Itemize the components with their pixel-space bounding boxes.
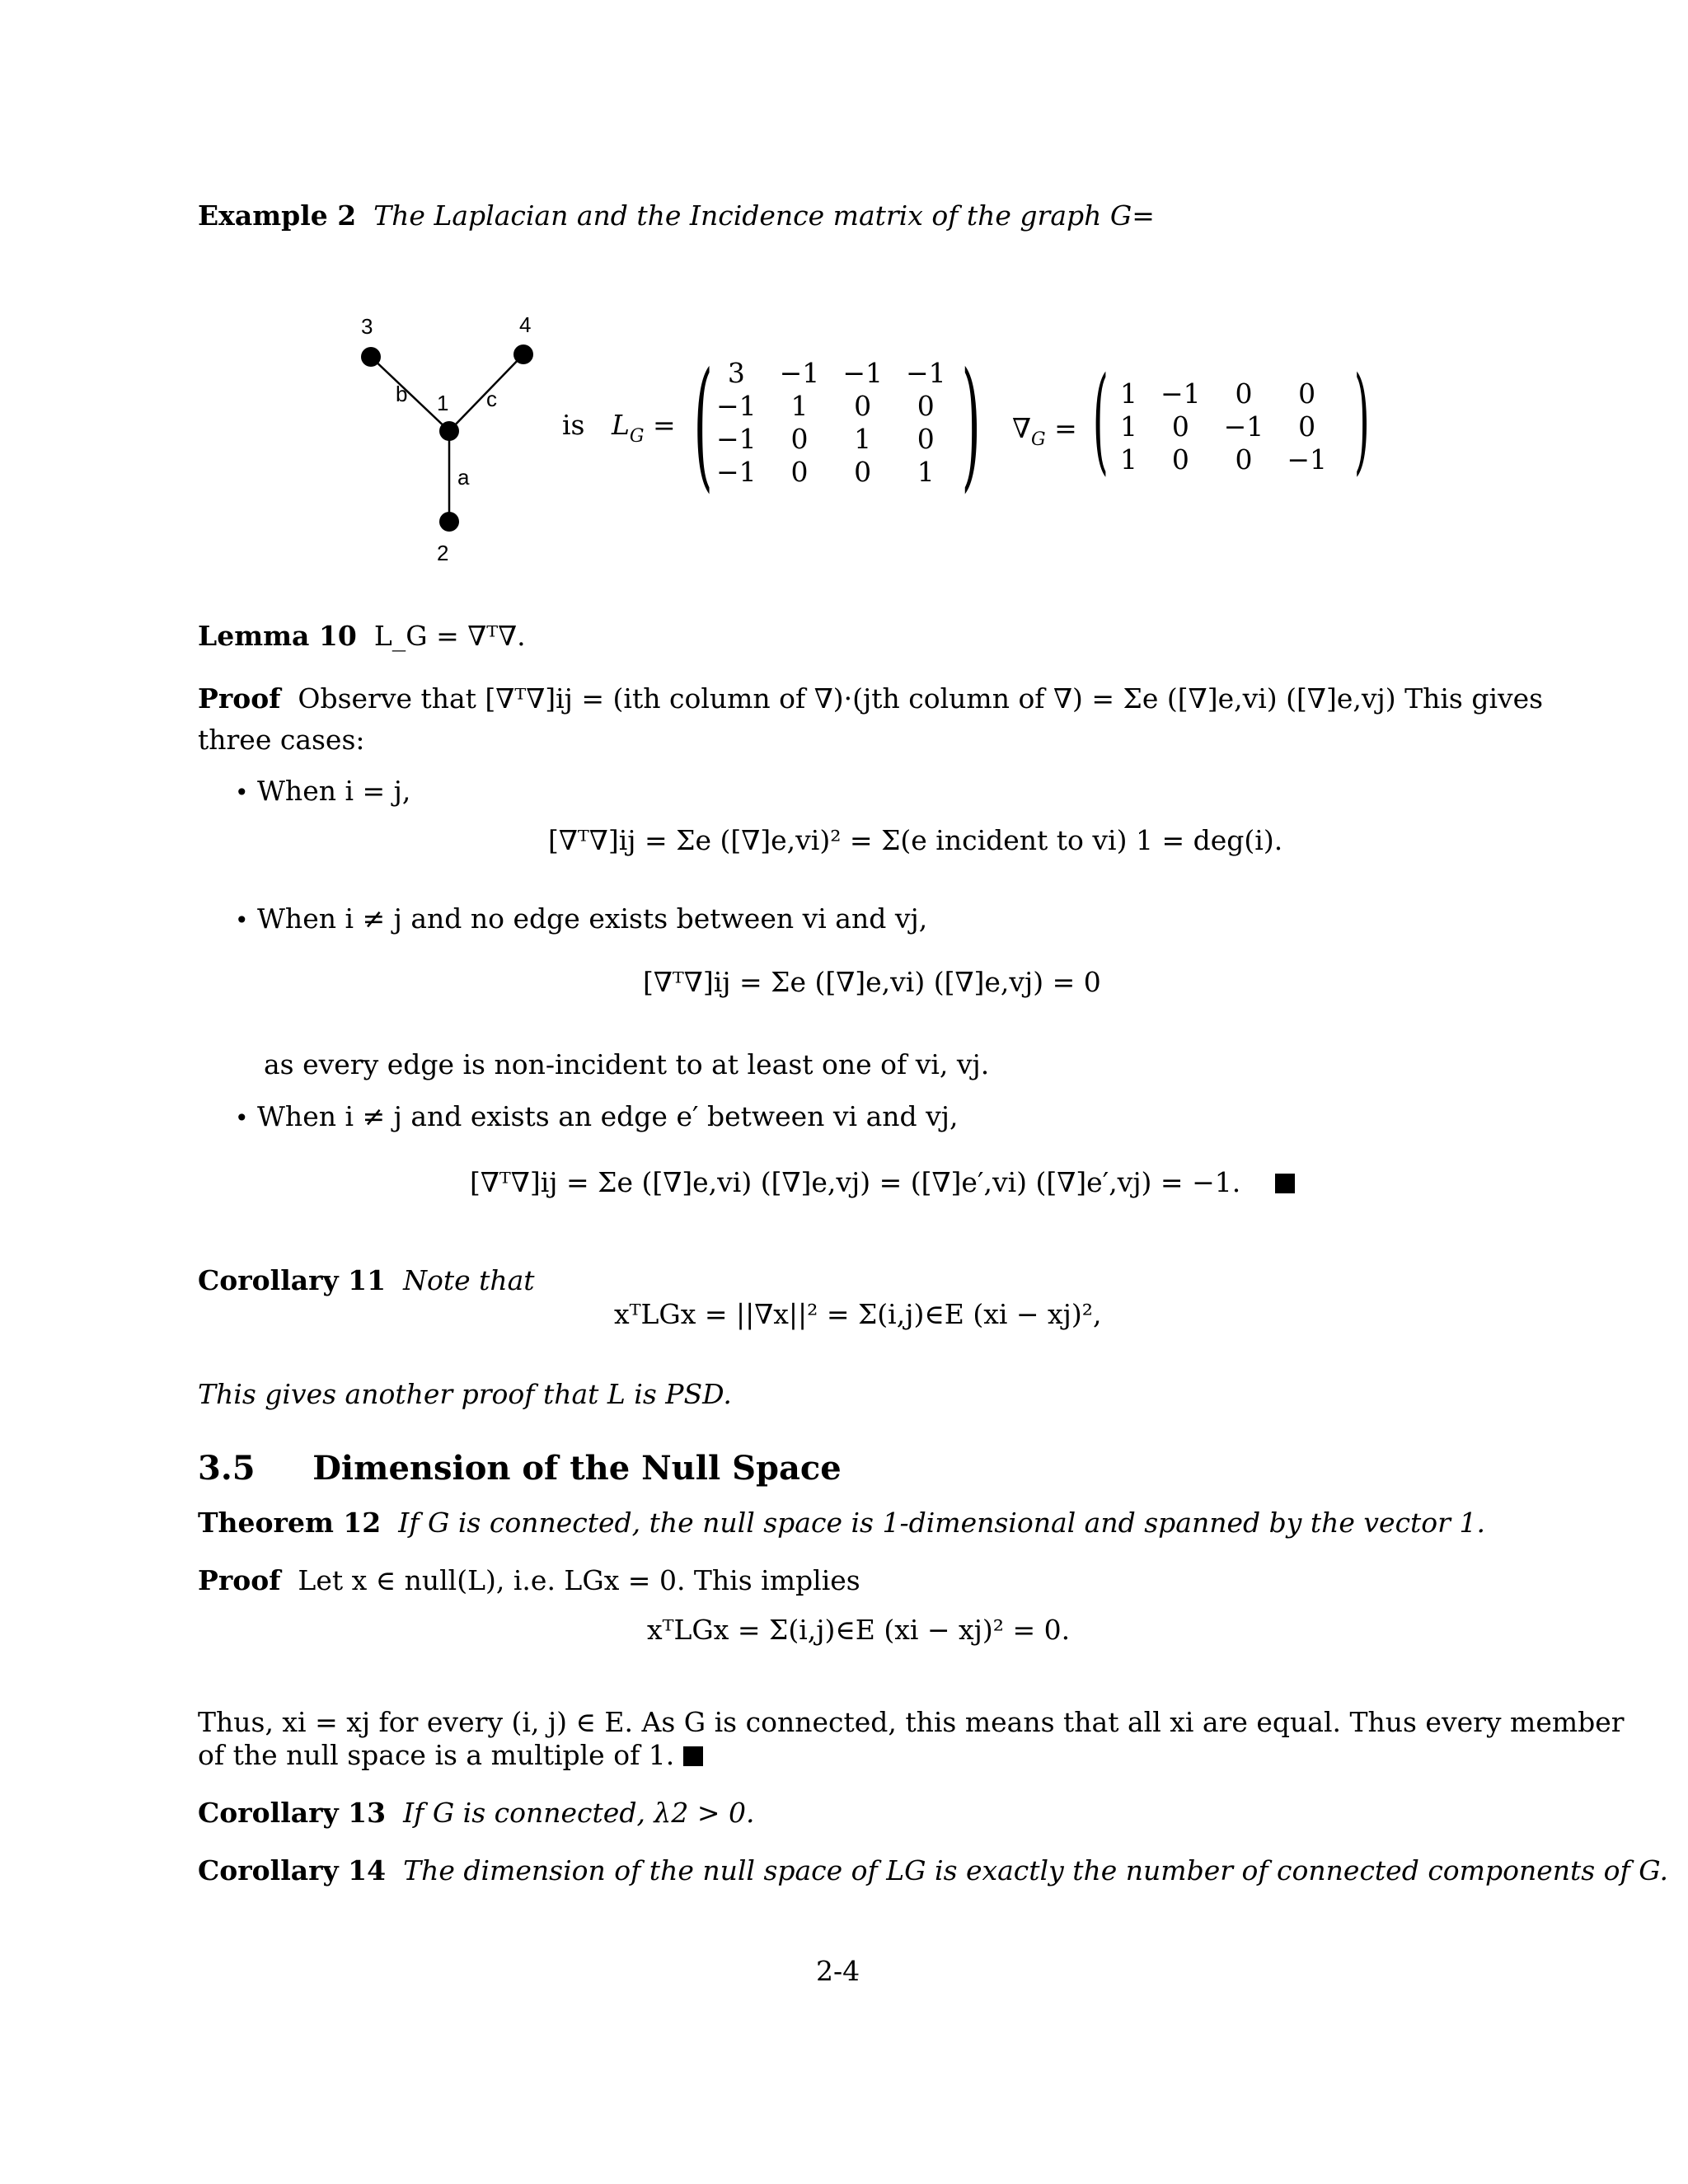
corollary-11: Corollary 11 Note that [198, 1264, 535, 1296]
case-3-equation: [∇ᵀ∇]ij = Σe ([∇]e,vi) ([∇]e,vj) = ([∇]e′,vi) ([∇]e′,vj) = −1. [470, 1166, 1295, 1199]
example-heading [198, 199, 1155, 232]
section-title: Dimension of the Null Space [312, 1449, 842, 1488]
laplacian-lhs: $L_G$ = [612, 409, 676, 447]
proof-2-after-1: Thus, xi = xj for every (i, j) ∈ E. As G is connected, this means that all xi are equal. Thus every member [198, 1706, 1625, 1738]
case-2-equation: [∇ᵀ∇]ij = Σe ([∇]e,vi) ([∇]e,vj) = 0 [643, 966, 1101, 998]
incidence-left-paren: ( [1092, 353, 1109, 487]
section-heading [198, 1449, 842, 1488]
corollary-11-after: This gives another proof that L is PSD. [198, 1378, 732, 1410]
incidence-matrix: 1 −1 0 0 1 0 −1 0 1 0 0 −1 [1120, 377, 1327, 476]
node-label-2: 2 [437, 541, 449, 565]
proof-2-equation: xᵀLGx = Σ(i,j)∈E (xi − xj)² = 0. [647, 1614, 1071, 1646]
node-label-4: 4 [519, 312, 532, 337]
incidence-lhs: $\nabla_G$ = [1012, 412, 1077, 450]
lemma-10-equation: L_G = ∇ᵀ∇. [373, 620, 526, 652]
is-word: is [562, 409, 585, 441]
qed-symbol [1275, 1174, 1295, 1193]
example-label: Example 2 [198, 199, 357, 232]
laplacian-matrix: 3 −1 −1 −1 −1 1 0 0 −1 0 1 0 −1 0 0 1 [716, 357, 946, 488]
laplacian-right-paren: ) [961, 343, 981, 506]
example-text: The Laplacian and the Incidence matrix of the graph G= [373, 199, 1155, 232]
theorem-12: Theorem 12 If G is connected, the null space is 1-dimensional and spanned by the vector 1. [198, 1507, 1485, 1539]
case-2-item: • When i ≠ j and no edge exists between vi and vj, [235, 902, 928, 935]
graph-figure [346, 309, 560, 573]
corollary-13: Corollary 13 If G is connected, λ2 > 0. [198, 1797, 755, 1829]
edge-label-a: a [457, 465, 470, 490]
node-2 [439, 512, 459, 532]
section-number: 3.5 [198, 1449, 256, 1488]
case-2-note: as every edge is non-incident to at least one of vi, vj. [264, 1048, 990, 1080]
node-label-1: 1 [437, 391, 449, 415]
corollary-11-equation: xᵀLGx = ||∇x||² = Σ(i,j)∈E (xi − xj)², [614, 1298, 1102, 1330]
node-label-3: 3 [361, 314, 373, 339]
case-1-item: • When i = j, [235, 775, 411, 807]
edge-label-b: b [396, 382, 408, 406]
proof-2: Proof Let x ∈ null(L), i.e. LGx = 0. This implies [198, 1564, 860, 1596]
qed-symbol-2 [683, 1746, 703, 1766]
incidence-right-paren: ) [1353, 353, 1370, 487]
case-3-item: • When i ≠ j and exists an edge e′ between vi and vj, [235, 1100, 959, 1132]
node-4 [513, 344, 533, 364]
proof-2-after-2: of the null space is a multiple of 1. [198, 1739, 703, 1772]
lemma-10: Lemma 10 L_G = ∇ᵀ∇. [198, 620, 526, 652]
laplacian-left-paren: ( [693, 343, 713, 506]
page-number: 2-4 [816, 1955, 860, 1987]
case-1-equation: [∇ᵀ∇]ij = Σe ([∇]e,vi)² = Σ(e incident to vi) 1 = deg(i). [548, 824, 1283, 856]
proof-1-line-1: Proof Observe that [∇ᵀ∇]ij = (ith column of ∇)·(jth column of ∇) = Σe ([∇]e,vi) ([∇]e,vj) This gives [198, 682, 1544, 715]
node-3 [361, 347, 381, 367]
edge-label-c: c [486, 387, 497, 411]
proof-1-line-2: three cases: [198, 724, 365, 756]
corollary-14: Corollary 14 The dimension of the null space of LG is exactly the number of connected components of G. [198, 1854, 1668, 1886]
node-1 [439, 421, 459, 441]
